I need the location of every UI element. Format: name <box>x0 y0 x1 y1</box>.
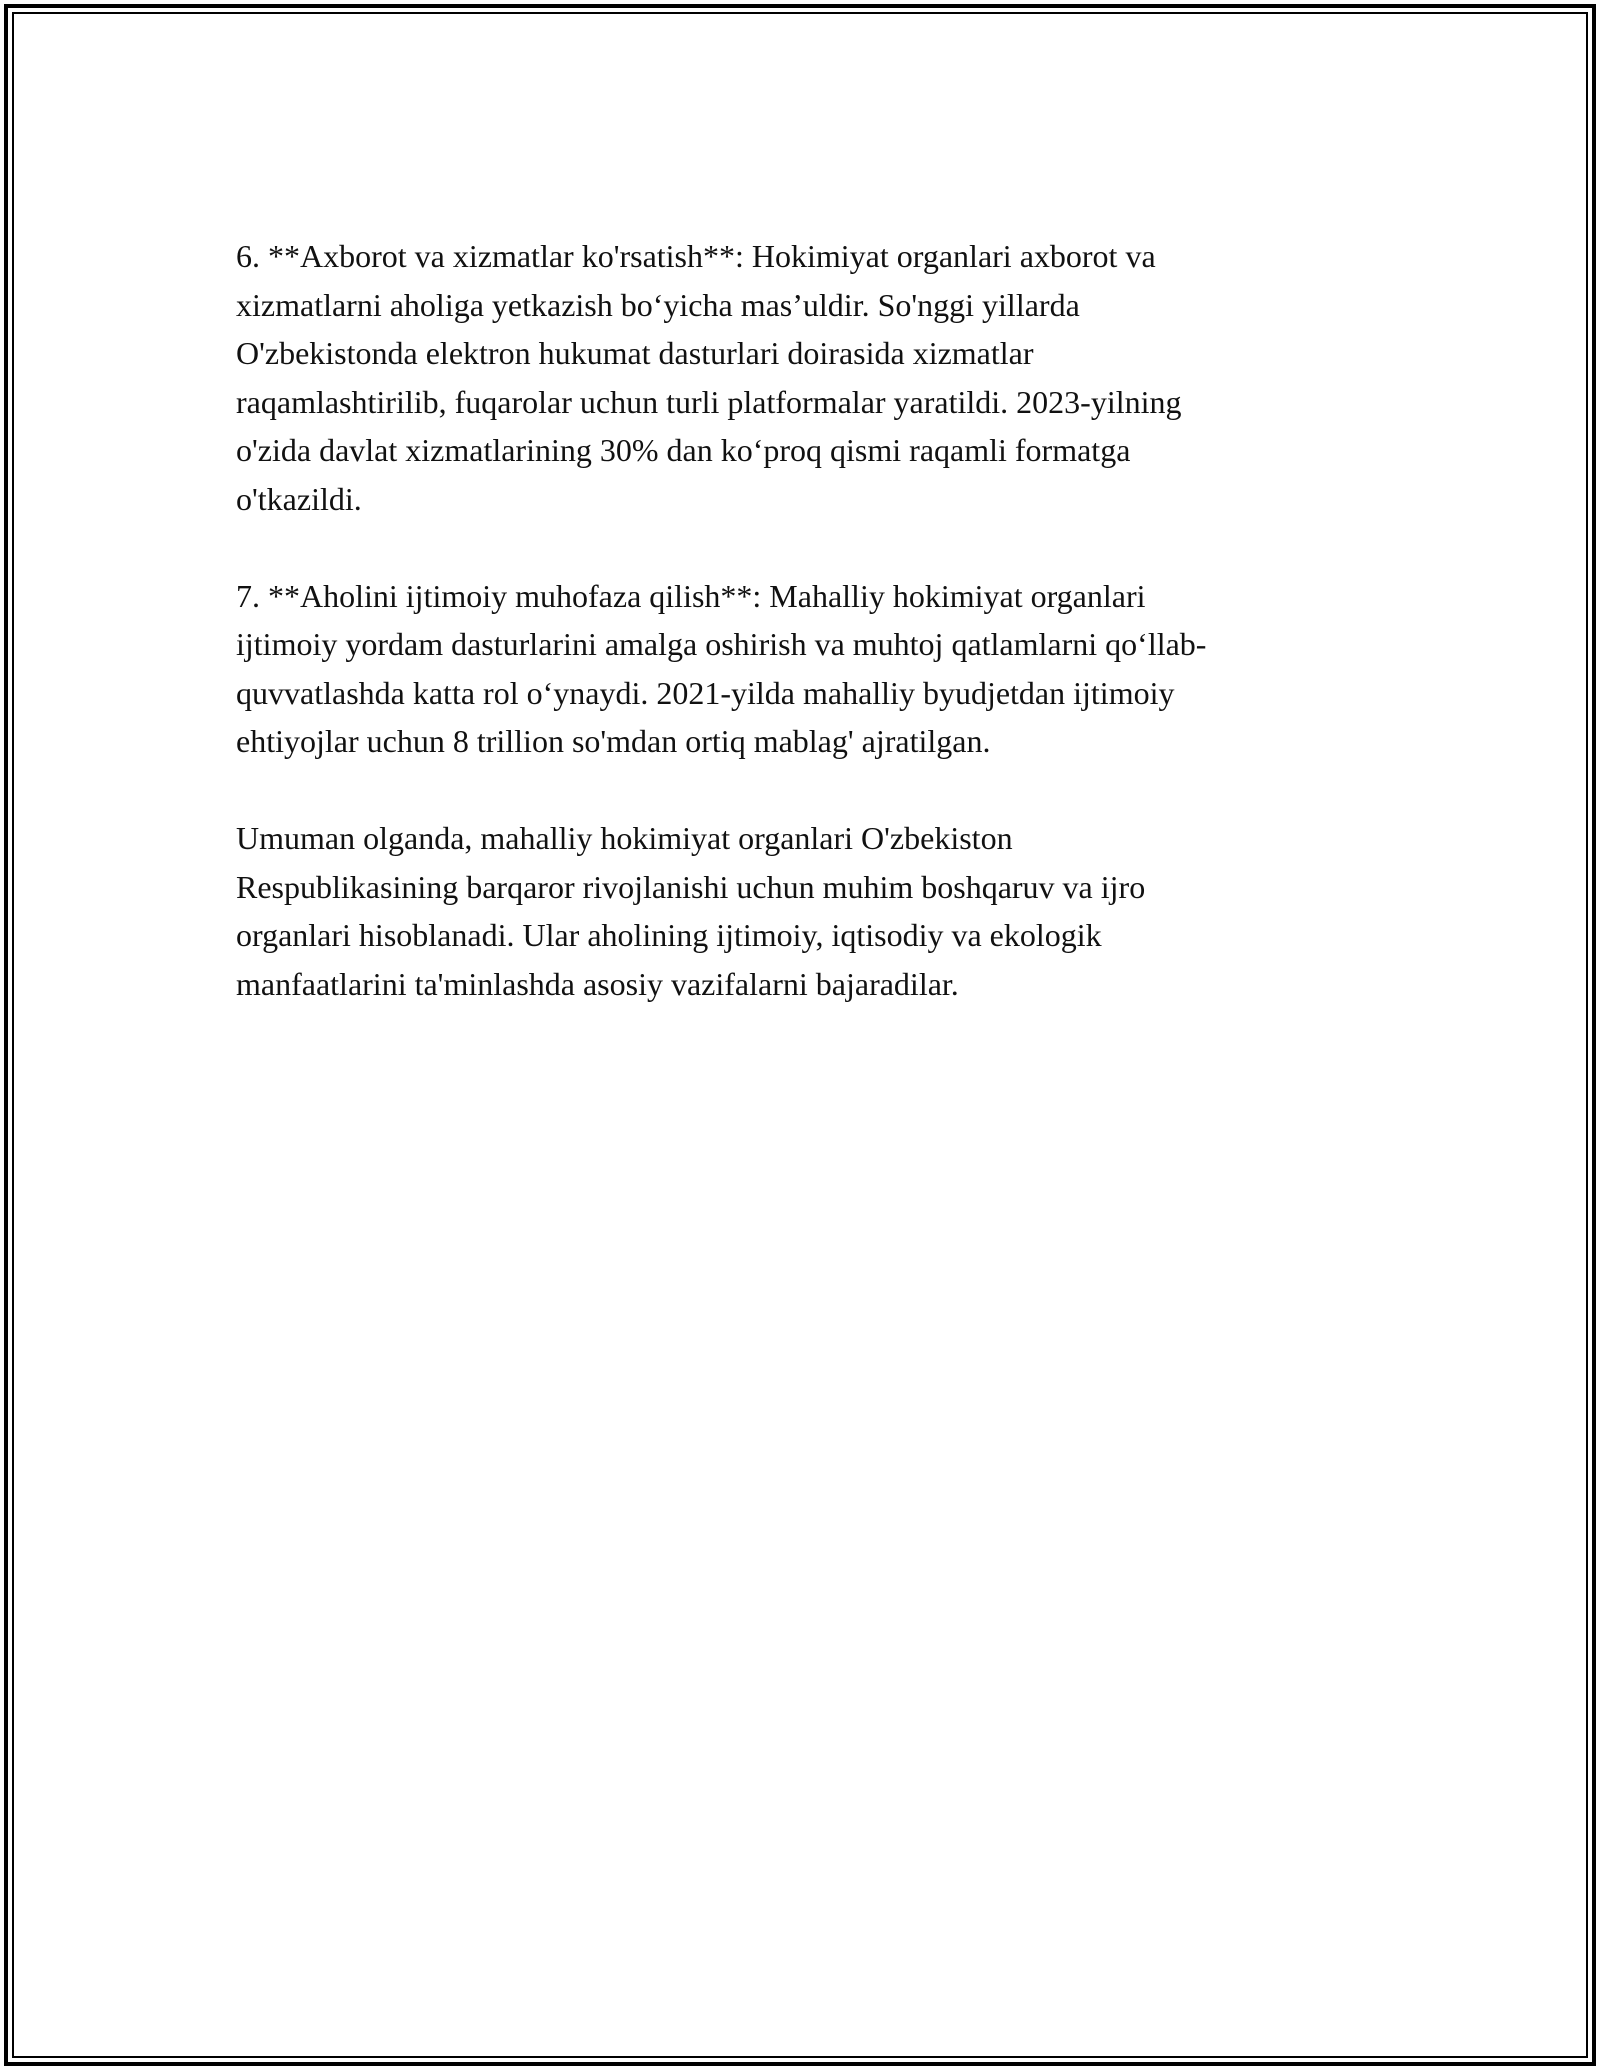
paragraph-line: O'zbekistonda elektron hukumat dasturlari doirasida xizmatlar <box>236 335 1034 371</box>
paragraph-line: ijtimoiy yordam dasturlarini amalga oshirish va muhtoj qatlamlarni qo‘llab- <box>236 626 1207 662</box>
paragraph-conclusion <box>236 814 1366 1008</box>
paragraph-digital-services <box>236 232 1366 523</box>
paragraph-line: xizmatlarni aholiga yetkazish bo‘yicha mas’uldir. So'nggi yillarda <box>236 286 1080 323</box>
paragraph-line: manfaatlarini ta'minlashda asosiy vazifalarni bajaradilar. <box>236 965 959 1002</box>
paragraph-line: ehtiyojlar uchun 8 trillion so'mdan ortiq mablag' ajratilgan. <box>236 723 991 759</box>
paragraph-line: Umuman olganda, mahalliy hokimiyat organlari O'zbekiston <box>236 820 1013 856</box>
paragraph-line: 7. **Aholini ijtimoiy muhofaza qilish**: Mahalliy hokimiyat organlari <box>236 577 1146 614</box>
paragraph-line: o'tkazildi. <box>236 480 362 517</box>
paragraph-line: quvvatlashda katta rol o‘ynaydi. 2021-yilda mahalliy byudjetdan ijtimoiy <box>236 674 1175 711</box>
paragraph-line: 6. **Axborot va xizmatlar ko'rsatish**: Hokimiyat organlari axborot va <box>236 238 1156 274</box>
paragraph-line: organlari hisoblanadi. Ular aholining ijtimoiy, iqtisodiy va ekologik <box>236 917 1102 953</box>
paragraph-line: raqamlashtirilib, fuqarolar uchun turli platformalar yaratildi. 2023-yilning <box>236 383 1182 420</box>
document-body <box>236 232 1366 1057</box>
paragraph-social-protection <box>236 572 1366 766</box>
paragraph-line: o'zida davlat xizmatlarining 30% dan ko‘proq qismi raqamli formatga <box>236 432 1131 468</box>
paragraph-line: Respublikasining barqaror rivojlanishi uchun muhim boshqaruv va ijro <box>236 868 1146 905</box>
